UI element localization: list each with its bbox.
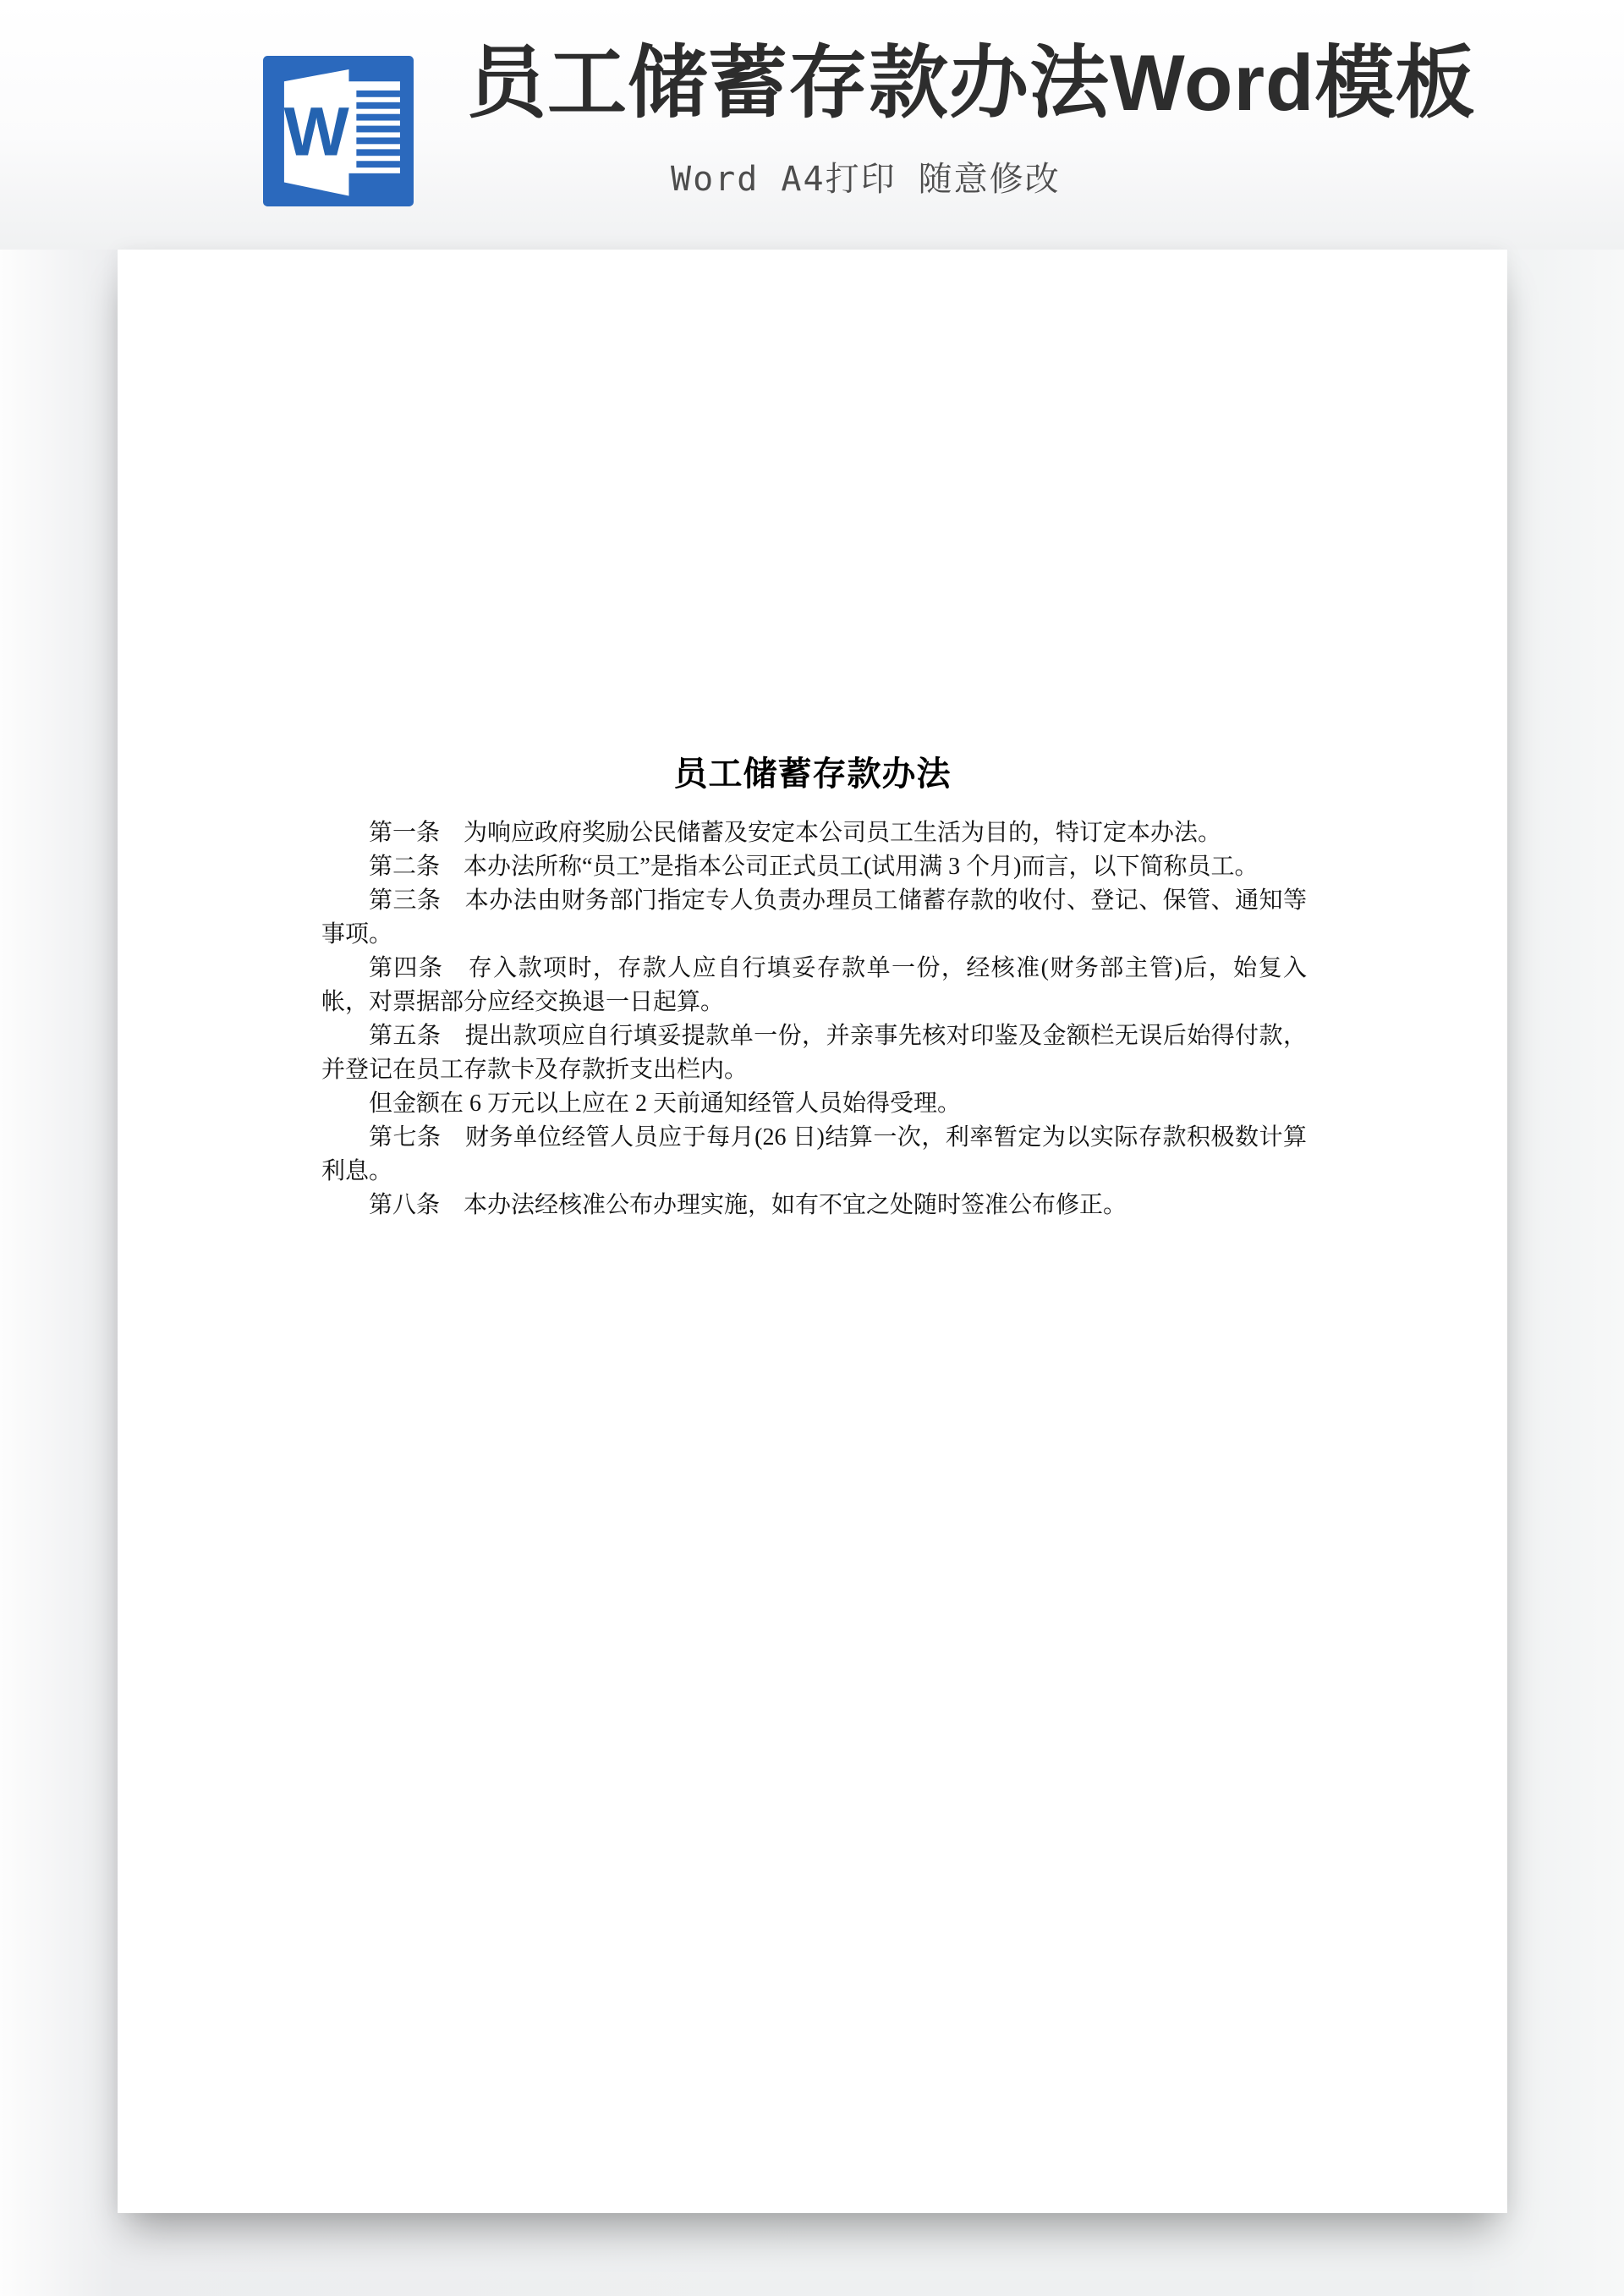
svg-text:W: W (283, 93, 349, 171)
doc-paragraph: 第八条 本办法经核准公布办理实施，如有不宜之处随时签准公布修正。 (369, 1192, 1127, 1218)
doc-paragraph: 第一条 为响应政府奖励公民储蓄及安定本公司员工生活为目的，特订定本办法。 (369, 820, 1222, 846)
doc-paragraph: 但金额在 6 万元以上应在 2 天前通知经管人员始得受理。 (369, 1090, 962, 1117)
doc-paragraph: 第七条 财务单位经管人员应于每月(26 日)结算一次，利率暂定为以实际存款积极数计算利息。 (321, 1124, 1307, 1184)
doc-paragraph: 第二条 本办法所称“员工”是指本公司正式员工(试用满 3 个月)而言，以下简称员工。 (369, 854, 1259, 880)
doc-paragraph: 第三条 本办法由财务部门指定专人负责办理员工储蓄存款的收付、登记、保管、通知等事项。 (321, 887, 1307, 948)
banner-title: 员工储蓄存款办法Word模板 (467, 38, 1476, 127)
doc-paragraph: 第五条 提出款项应自行填妥提款单一份，并亲事先核对印鉴及金额栏无误后始得付款，并登记在员工存款卡及存款折支出栏内。 (321, 1023, 1307, 1083)
doc-paragraph: 第四条 存入款项时，存款人应自行填妥存款单一份，经核准(财务部主管)后，始复入帐，对票据部分应经交换退一日起算。 (321, 955, 1307, 1015)
word-icon (263, 56, 414, 206)
banner-subtitle: Word A4打印 随意修改 (671, 160, 1061, 199)
document-page (118, 250, 1507, 2213)
template-banner (0, 0, 1624, 250)
document-title: 员工储蓄存款办法 (673, 755, 952, 793)
document-body (321, 816, 1307, 1222)
